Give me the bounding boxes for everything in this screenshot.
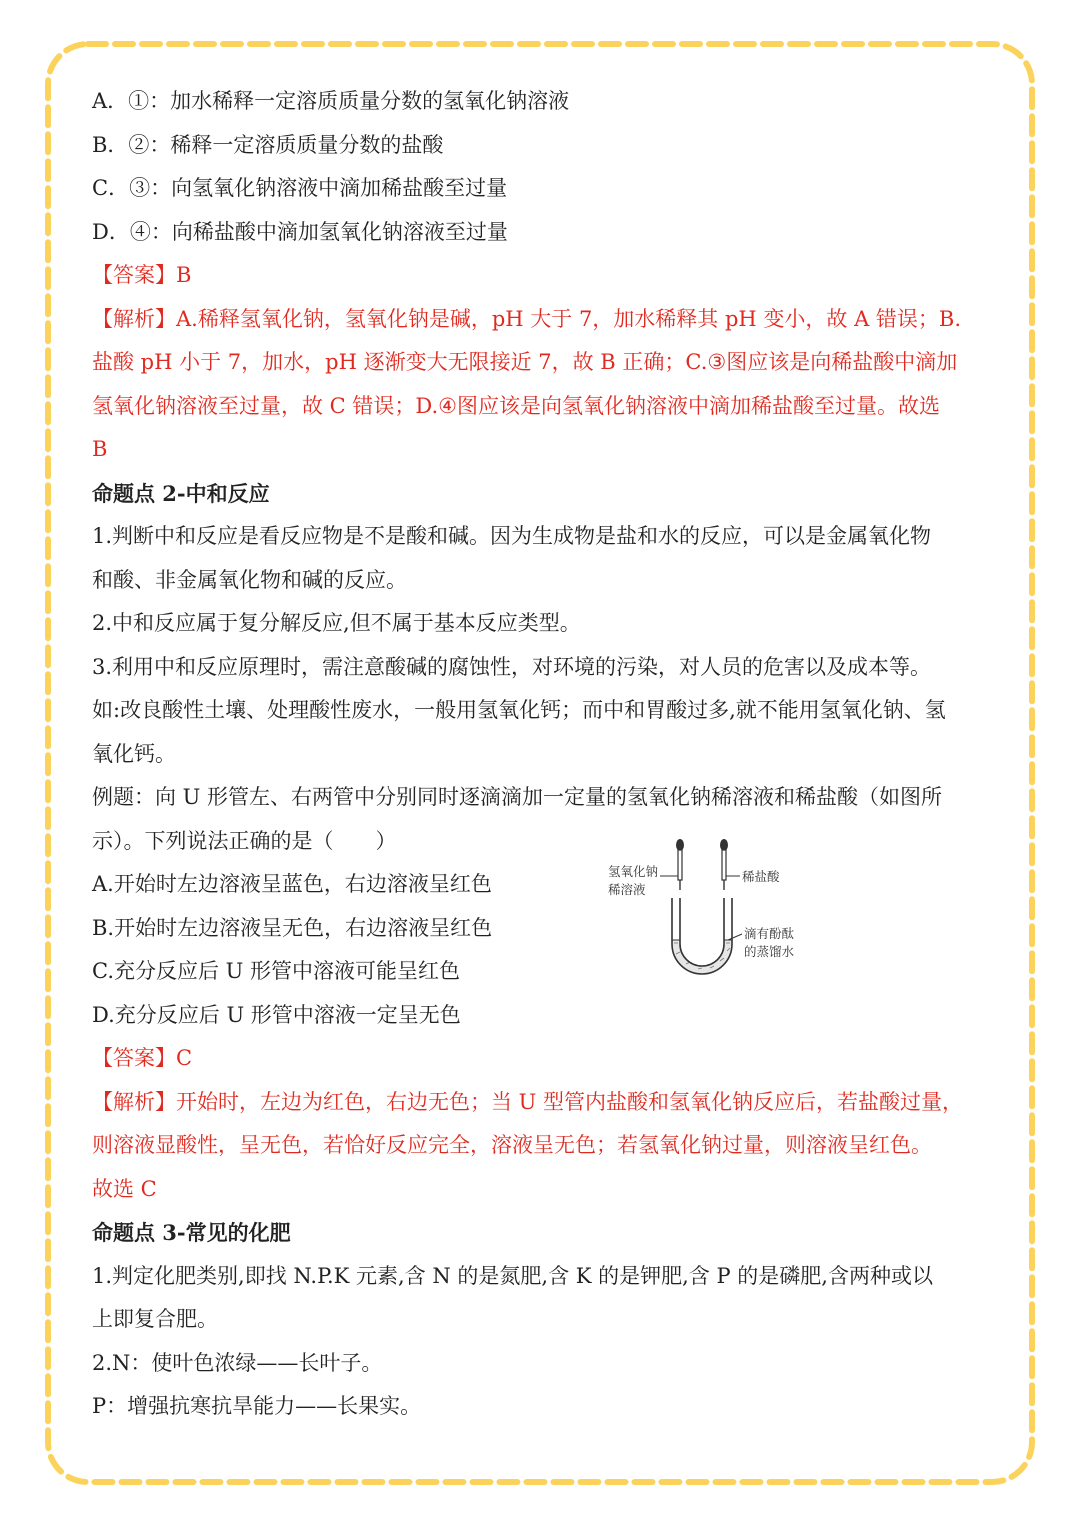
answer-1: 【答案】B xyxy=(92,263,192,287)
example-option-b: B.开始时左边溶液呈无色，右边溶液呈红色 xyxy=(92,915,493,940)
analysis-1-line-2: 盐酸 pH 小于 7，加水，pH 逐渐变大无限接近 7，故 B 正确；C.③图应该是向稀盐酸中滴加 xyxy=(92,350,958,374)
section-heading-3: 命题点 3-常见的化肥 xyxy=(92,1220,291,1245)
point-3-line-2: 如:改良酸性土壤、处理酸性废水，一般用氢氧化钙；而中和胃酸过多,就不能用氢氧化钠、氢 xyxy=(92,698,946,722)
example-option-a: A.开始时左边溶液呈蓝色，右边溶液呈红色 xyxy=(92,872,492,896)
fertilizer-point-1-line-1: 1.判定化肥类别,即找 N.P.K 元素,含 N 的是氮肥,含 K 的是钾肥,含 P 的是磷肥,含两种或以 xyxy=(92,1263,933,1288)
option-b-chart: B．②：稀释一定溶质质量分数的盐酸 xyxy=(92,132,444,157)
example-question-line-1: 例题：向 U 形管左、右两管中分别同时逐滴滴加一定量的氢氧化钠稀溶液和稀盐酸（如图所 xyxy=(92,785,943,809)
label-phenolphthalein-2: 的蒸馏水 xyxy=(744,944,795,959)
u-tube-diagram xyxy=(600,836,820,986)
analysis-1-line-1: 【解析】A.稀释氢氧化钠，氢氧化钠是碱，pH 大于 7，加水稀释其 pH 变小，故 A 错误；B. xyxy=(92,306,962,331)
document-body xyxy=(92,80,992,1429)
point-2: 2.中和反应属于复分解反应,但不属于基本反应类型。 xyxy=(92,611,581,635)
example-option-c: C.充分反应后 U 形管中溶液可能呈红色 xyxy=(92,959,461,983)
label-naoh-1: 氢氧化钠 xyxy=(608,864,659,879)
u-tube-figure xyxy=(600,836,820,986)
answer-2: 【答案】C xyxy=(92,1046,193,1070)
label-naoh-2: 稀溶液 xyxy=(608,882,646,897)
fertilizer-point-2-p: P：增强抗寒抗旱能力——长果实。 xyxy=(92,1394,422,1418)
point-3-line-1: 3.利用中和反应原理时，需注意酸碱的腐蚀性，对环境的污染，对人员的危害以及成本等。 xyxy=(92,654,932,679)
analysis-2-line-1: 【解析】开始时，左边为红色，右边无色；当 U 型管内盐酸和氢氧化钠反应后，若盐酸过量， xyxy=(92,1089,964,1114)
analysis-1-line-3: 氢氧化钠溶液至过量，故 C 错误；D.④图应该是向氢氧化钠溶液中滴加稀盐酸至过量。故选 xyxy=(92,393,941,418)
analysis-1-line-4: B xyxy=(92,437,108,461)
label-phenolphthalein-1: 滴有酚酞 xyxy=(744,926,795,941)
section-heading-2: 命题点 2-中和反应 xyxy=(92,480,270,506)
analysis-2-line-2: 则溶液显酸性，呈无色，若恰好反应完全，溶液呈无色；若氢氧化钠过量，则溶液呈红色。 xyxy=(92,1133,932,1157)
option-c-chart: C．③：向氢氧化钠溶液中滴加稀盐酸至过量 xyxy=(92,176,508,200)
option-a-chart: A．①：加水稀释一定溶质质量分数的氢氧化钠溶液 xyxy=(92,89,570,113)
fertilizer-point-2-n: 2.N：使叶色浓绿——长叶子。 xyxy=(92,1350,383,1375)
analysis-2-line-3: 故选 C xyxy=(92,1176,157,1201)
point-3-line-3: 氧化钙。 xyxy=(92,741,176,766)
point-1-line-1: 1.判断中和反应是看反应物是不是酸和碱。因为生成物是盐和水的反应，可以是金属氧化物 xyxy=(92,524,932,548)
fertilizer-point-1-line-2: 上即复合肥。 xyxy=(92,1307,218,1331)
example-question-line-2: 示）。下列说法正确的是（ ） xyxy=(92,828,397,853)
label-hcl: 稀盐酸 xyxy=(742,869,780,884)
point-1-line-2: 和酸、非金属氧化物和碱的反应。 xyxy=(92,567,407,592)
example-option-d: D.充分反应后 U 形管中溶液一定呈无色 xyxy=(92,1002,461,1027)
option-d-chart: D．④：向稀盐酸中滴加氢氧化钠溶液至过量 xyxy=(92,219,508,244)
